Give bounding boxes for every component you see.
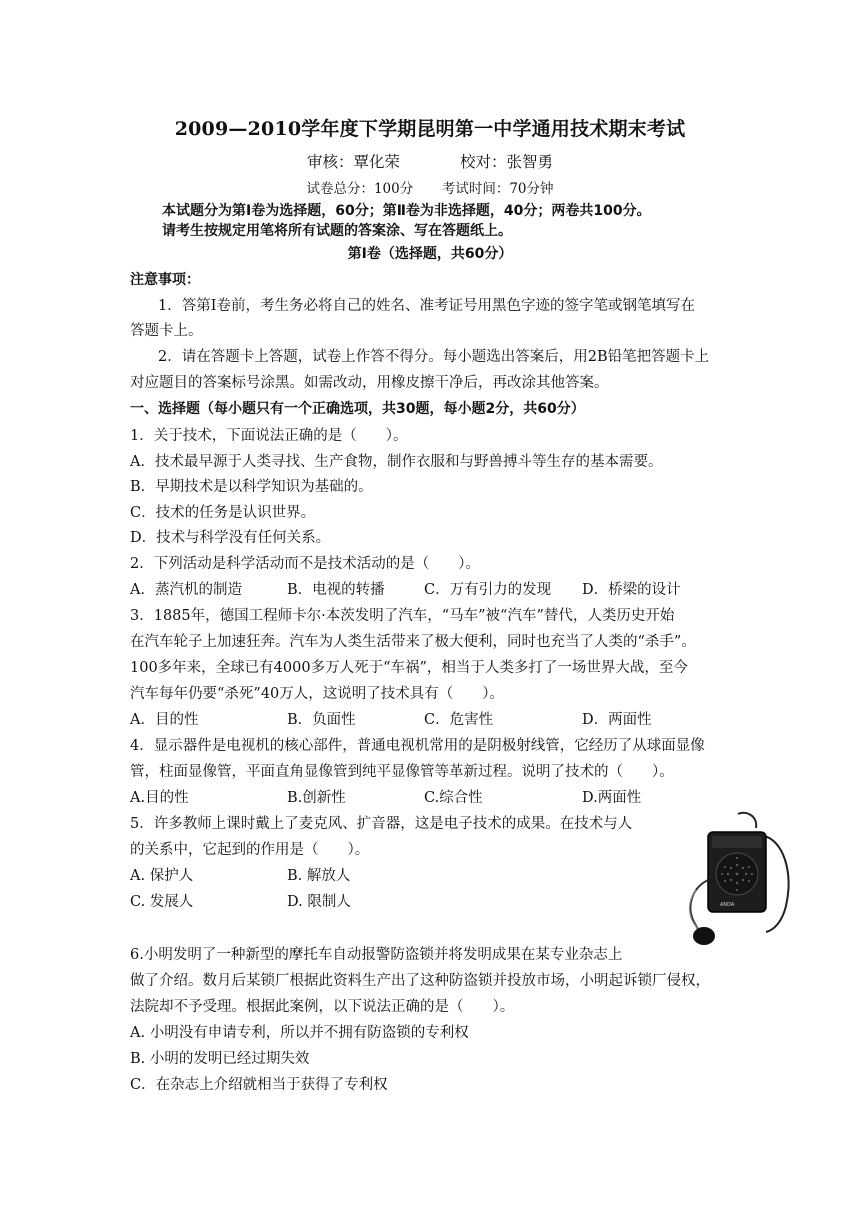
q1-option-b: B．早期技术是以科学知识为基础的。: [130, 479, 373, 495]
q4-line-2: 管，柱面显像管，平面直角显像管到纯平显像管等革新过程。说明了技术的（ ）。: [130, 764, 674, 780]
q5-option-d: D. 限制人: [287, 894, 351, 910]
q3-option-a: A．目的性: [130, 712, 199, 728]
total-score: 试卷总分：100分: [306, 181, 414, 197]
q6-line-3: 法院却不予受理。根据此案例，以下说法正确的是（ ）。: [130, 999, 515, 1015]
q2-option-c: C．万有引力的发现: [424, 582, 552, 598]
q3-line-3: 100多年来，全球已有4000多万人死于“车祸”，相当于人类多打了一场世界大战，至今: [130, 660, 688, 676]
q4-line-1: 4．显示器件是电视机的核心部件，普通电视机常用的是阴极射线管，它经历了从球面显像: [130, 738, 705, 754]
note-2-line-a: 2．请在答题卡上答题，试卷上作答不得分。每小题选出答案后，用2B铅笔把答题卡上: [158, 349, 710, 365]
q3-line-2: 在汽车轮子上加速狂奔。汽车为人类生活带来了极大便利，同时也充当了人类的“杀手”。: [130, 634, 696, 650]
exam-time: 考试时间：70分钟: [441, 181, 554, 197]
voice-amplifier-image: [686, 810, 802, 950]
q5-line-1: 5．许多教师上课时戴上了麦克风、扩音器，这是电子技术的成果。在技术与人: [130, 816, 633, 832]
q6-option-c: C．在杂志上介绍就相当于获得了专利权: [130, 1077, 388, 1093]
proofreader-text: 校对：张智勇: [459, 153, 553, 171]
q1-option-c: C．技术的任务是认识世界。: [130, 505, 316, 521]
q2-stem: 2．下列活动是科学活动而不是技术活动的是（ ）。: [130, 556, 480, 572]
q4-option-c: C.综合性: [424, 790, 483, 806]
q3-option-c: C．危害性: [424, 712, 494, 728]
score-time-line: [0, 177, 860, 197]
q3-line-1: 3．1885年，德国工程师卡尔·本茨发明了汽车，“马车”被“汽车”替代，人类历史开始: [130, 608, 675, 624]
q5-option-a: A. 保护人: [130, 868, 194, 884]
section-title: 第Ⅰ卷（选择题，共60分）: [347, 246, 513, 262]
intro-line-1: 本试题分为第Ⅰ卷为选择题，60分；第Ⅱ卷为非选择题，40分；两卷共100分。: [162, 203, 651, 219]
credits-line: [0, 150, 860, 172]
note-1-line-a: 1．答第Ⅰ卷前，考生务必将自己的姓名、准考证号用黑色字迹的签字笔或钢笔填写在: [158, 298, 695, 314]
q1-option-d: D．技术与科学没有任何关系。: [130, 530, 331, 546]
q3-line-4: 汽车每年仍要“杀死”40万人，这说明了技术具有（ ）。: [130, 686, 505, 702]
exam-title: 2009—2010学年度下学期昆明第一中学通用技术期末考试: [174, 118, 686, 140]
q3-option-b: B．负面性: [287, 712, 356, 728]
q2-option-d: D．桥梁的设计: [582, 582, 681, 598]
q5-option-b: B. 解放人: [287, 868, 351, 884]
q6-line-1: 6.小明发明了一种新型的摩托车自动报警防盗锁并将发明成果在某专业杂志上: [130, 947, 623, 963]
q1-stem: 1．关于技术，下面说法正确的是（ ）。: [130, 428, 408, 444]
note-1-line-b: 答题卡上。: [130, 323, 203, 339]
q1-option-a: A．技术最早源于人类寻找、生产食物，制作衣服和与野兽搏斗等生存的基本需要。: [130, 454, 663, 470]
q5-option-c: C. 发展人: [130, 894, 194, 910]
q4-option-a: A.目的性: [130, 790, 189, 806]
part1-heading: 一、选择题（每小题只有一个正确选项，共30题，每小题2分，共60分）: [130, 401, 585, 417]
q4-option-b: B.创新性: [287, 790, 346, 806]
intro-line-2: 请考生按规定用笔将所有试题的答案涂、写在答题纸上。: [162, 223, 512, 239]
q3-option-d: D．两面性: [582, 712, 652, 728]
q4-option-d: D.两面性: [582, 790, 642, 806]
amplifier-brand-label: ANDA: [720, 902, 735, 908]
notes-heading: 注意事项：: [130, 272, 200, 288]
reviewer-text: 审核：覃化荣: [307, 153, 401, 171]
q2-option-a: A．蒸汽机的制造: [130, 582, 242, 598]
q6-option-a: A. 小明没有申请专利，所以并不拥有防盗锁的专利权: [130, 1025, 469, 1041]
q6-option-b: B. 小明的发明已经过期失效: [130, 1051, 310, 1067]
q6-line-2: 做了介绍。数月后某锁厂根据此资料生产出了这种防盗锁并投放市场，小明起诉锁厂侵权，: [130, 973, 710, 989]
q5-line-2: 的关系中，它起到的作用是（ ）。: [130, 842, 370, 858]
q2-option-b: B．电视的转播: [287, 582, 385, 598]
note-2-line-b: 对应题目的答案标号涂黑。如需改动，用橡皮擦干净后，再改涂其他答案。: [130, 375, 609, 391]
